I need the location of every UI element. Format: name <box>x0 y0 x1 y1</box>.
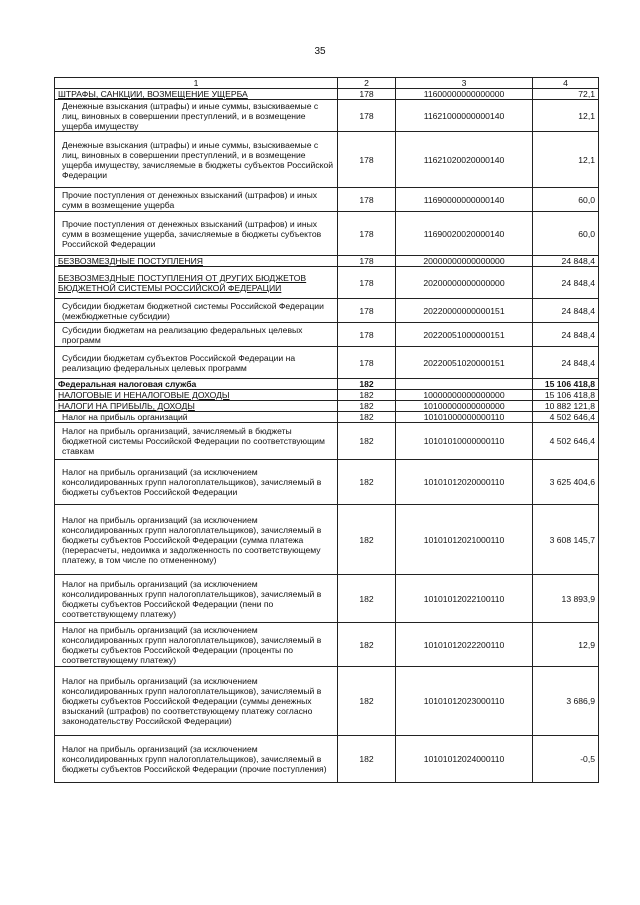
header-row <box>55 78 599 89</box>
header-col-name: 1 <box>55 78 338 89</box>
table-row <box>55 188 599 212</box>
row-amount: 12,1 <box>533 132 599 188</box>
row-budget-code <box>396 379 533 390</box>
row-name: Налог на прибыль организаций (за исключением консолидированных групп налогоплательщиков), зачисляемый в бюджеты субъектов Российской Федерации (пени по соответствующему платежу) <box>62 578 322 619</box>
row-admin-code: 178 <box>338 299 396 323</box>
row-name: Налог на прибыль организаций (за исключением консолидированных групп налогоплательщиков), зачисляемый в бюджеты субъектов Российской Федерации (прочие поступления) <box>62 744 327 774</box>
row-admin-code: 182 <box>338 401 396 412</box>
row-name-cell <box>55 623 338 667</box>
row-name: Федеральная налоговая служба <box>58 379 197 389</box>
row-admin-code: 182 <box>338 667 396 736</box>
row-budget-code: 10000000000000000 <box>396 390 533 401</box>
row-name: Налог на прибыль организаций (за исключением консолидированных групп налогоплательщиков), зачисляемый в бюджеты субъектов Российской Федерации (проценты по соответствующему платежу) <box>62 624 322 665</box>
row-admin-code: 178 <box>338 323 396 347</box>
row-name-cell <box>55 212 338 256</box>
row-admin-code: 178 <box>338 100 396 132</box>
row-amount: 4 502 646,4 <box>533 423 599 460</box>
row-budget-code: 10101012024000110 <box>396 736 533 783</box>
table-row <box>55 423 599 460</box>
row-amount: 60,0 <box>533 188 599 212</box>
row-budget-code: 10101012023000110 <box>396 667 533 736</box>
table-row <box>55 623 599 667</box>
table-body <box>55 89 599 783</box>
row-name: БЕЗВОЗМЕЗДНЫЕ ПОСТУПЛЕНИЯ <box>58 256 203 266</box>
row-name: Налог на прибыль организаций (за исключением консолидированных групп налогоплательщиков), зачисляемый в бюджеты субъектов Российской Федерации (сумма платежа (перерасчеты, недоимка и задолженность по соответствующему платежу, в том числе по отмененному) <box>62 514 322 565</box>
table-row <box>55 299 599 323</box>
row-name-cell <box>55 89 338 100</box>
row-name-cell <box>55 267 338 299</box>
row-admin-code: 178 <box>338 89 396 100</box>
row-name: Налог на прибыль организаций (за исключением консолидированных групп налогоплательщиков), зачисляемый в бюджеты субъектов Российской Федерации <box>62 467 322 497</box>
row-name-cell <box>55 667 338 736</box>
row-budget-code: 10101010000000110 <box>396 423 533 460</box>
row-name: НАЛОГИ НА ПРИБЫЛЬ, ДОХОДЫ <box>58 401 195 411</box>
row-budget-code: 20220051000000151 <box>396 323 533 347</box>
row-admin-code: 182 <box>338 379 396 390</box>
row-admin-code: 182 <box>338 736 396 783</box>
row-name: ШТРАФЫ, САНКЦИИ, ВОЗМЕЩЕНИЕ УЩЕРБА <box>58 89 248 99</box>
row-amount: 24 848,4 <box>533 256 599 267</box>
row-name: Прочие поступления от денежных взысканий (штрафов) и иных сумм в возмещение ущерба, зачисляемые в бюджеты субъектов Российской Федерации <box>62 218 322 249</box>
table-header <box>55 78 599 89</box>
row-name: Прочие поступления от денежных взысканий (штрафов) и иных сумм в возмещение ущерба <box>62 189 318 210</box>
row-amount: 15 106 418,8 <box>533 390 599 401</box>
table-row <box>55 667 599 736</box>
row-name-cell <box>55 505 338 575</box>
row-admin-code: 182 <box>338 423 396 460</box>
row-name-cell <box>55 347 338 379</box>
table-row <box>55 89 599 100</box>
row-budget-code: 10101012022200110 <box>396 623 533 667</box>
table-row <box>55 256 599 267</box>
row-amount: 3 686,9 <box>533 667 599 736</box>
row-admin-code: 182 <box>338 460 396 505</box>
row-budget-code: 11690020020000140 <box>396 212 533 256</box>
row-name: Налог на прибыль организаций (за исключением консолидированных групп налогоплательщиков), зачисляемый в бюджеты субъектов Российской Федерации (суммы денежных взысканий (штрафов) по соответствующему платежу согласно законодательству Российской Федерации) <box>62 676 322 726</box>
row-name: Налог на прибыль организаций <box>62 412 188 422</box>
row-admin-code: 182 <box>338 412 396 423</box>
row-admin-code: 178 <box>338 132 396 188</box>
row-budget-code: 11600000000000000 <box>396 89 533 100</box>
row-name-cell <box>55 188 338 212</box>
row-admin-code: 178 <box>338 267 396 299</box>
table-row <box>55 412 599 423</box>
row-name-cell <box>55 379 338 390</box>
row-amount: 24 848,4 <box>533 299 599 323</box>
header-col-code: 3 <box>396 78 533 89</box>
row-name: НАЛОГОВЫЕ И НЕНАЛОГОВЫЕ ДОХОДЫ <box>58 390 230 400</box>
table-row <box>55 401 599 412</box>
row-name-cell <box>55 575 338 623</box>
row-amount: 72,1 <box>533 89 599 100</box>
row-budget-code: 10101012022100110 <box>396 575 533 623</box>
row-admin-code: 178 <box>338 188 396 212</box>
table-row <box>55 323 599 347</box>
row-budget-code: 20000000000000000 <box>396 256 533 267</box>
row-amount: 12,9 <box>533 623 599 667</box>
table-row <box>55 379 599 390</box>
row-name-cell <box>55 323 338 347</box>
row-amount: 24 848,4 <box>533 323 599 347</box>
revenue-table <box>54 77 599 783</box>
row-name-cell <box>55 132 338 188</box>
row-amount: -0,5 <box>533 736 599 783</box>
table-row <box>55 267 599 299</box>
row-amount: 10 882 121,8 <box>533 401 599 412</box>
row-admin-code: 182 <box>338 390 396 401</box>
row-budget-code: 11621020020000140 <box>396 132 533 188</box>
table-row <box>55 575 599 623</box>
table-row <box>55 460 599 505</box>
header-col-admin: 2 <box>338 78 396 89</box>
row-name: Денежные взыскания (штрафы) и иные суммы, взыскиваемые с лиц, виновных в совершении преступлений, и в возмещение ущерба имуществу, зачисляемые в бюджеты субъектов Российской Федерации <box>62 139 334 180</box>
table-row <box>55 347 599 379</box>
row-name-cell <box>55 100 338 132</box>
row-budget-code: 11621000000000140 <box>396 100 533 132</box>
table-row <box>55 736 599 783</box>
row-name: Субсидии бюджетам бюджетной системы Российской Федерации (межбюджетные субсидии) <box>62 300 324 321</box>
row-amount: 3 625 404,6 <box>533 460 599 505</box>
row-name-cell <box>55 390 338 401</box>
row-name-cell <box>55 460 338 505</box>
row-admin-code: 182 <box>338 505 396 575</box>
row-budget-code: 10101012021000110 <box>396 505 533 575</box>
row-name-cell <box>55 423 338 460</box>
row-budget-code: 20220000000000151 <box>396 299 533 323</box>
row-name-cell <box>55 401 338 412</box>
row-name-cell <box>55 299 338 323</box>
row-budget-code: 10101012020000110 <box>396 460 533 505</box>
row-amount: 24 848,4 <box>533 267 599 299</box>
header-col-amount: 4 <box>533 78 599 89</box>
row-amount: 4 502 646,4 <box>533 412 599 423</box>
row-budget-code: 10101000000000110 <box>396 412 533 423</box>
row-name-cell <box>55 736 338 783</box>
row-name-cell <box>55 256 338 267</box>
table-row <box>55 390 599 401</box>
row-name: Субсидии бюджетам субъектов Российской Федерации на реализацию федеральных целевых программ <box>62 352 296 373</box>
row-amount: 60,0 <box>533 212 599 256</box>
row-name-cell <box>55 412 338 423</box>
row-budget-code: 20220051020000151 <box>396 347 533 379</box>
row-budget-code: 20200000000000000 <box>396 267 533 299</box>
row-budget-code: 10100000000000000 <box>396 401 533 412</box>
table-row <box>55 132 599 188</box>
row-amount: 12,1 <box>533 100 599 132</box>
row-admin-code: 178 <box>338 256 396 267</box>
row-name: Субсидии бюджетам на реализацию федеральных целевых программ <box>62 324 303 345</box>
table-row <box>55 212 599 256</box>
row-admin-code: 178 <box>338 347 396 379</box>
table-row <box>55 505 599 575</box>
row-amount: 13 893,9 <box>533 575 599 623</box>
row-name: Налог на прибыль организаций, зачисляемый в бюджеты бюджетной системы Российской Федерации по соответствующим ставкам <box>62 426 325 456</box>
row-admin-code: 182 <box>338 623 396 667</box>
table-row <box>55 100 599 132</box>
row-admin-code: 182 <box>338 575 396 623</box>
row-amount: 24 848,4 <box>533 347 599 379</box>
row-budget-code: 11690000000000140 <box>396 188 533 212</box>
page-number: 35 <box>314 46 326 57</box>
row-name: БЕЗВОЗМЕЗДНЫЕ ПОСТУПЛЕНИЯ ОТ ДРУГИХ БЮДЖЕТОВ БЮДЖЕТНОЙ СИСТЕМЫ РОССИЙСКОЙ ФЕДЕРАЦИИ <box>58 272 307 293</box>
row-amount: 3 608 145,7 <box>533 505 599 575</box>
row-name: Денежные взыскания (штрафы) и иные суммы, взыскиваемые с лиц, виновных в совершении преступлений, и в возмещение ущерба имуществу <box>62 100 319 131</box>
row-admin-code: 178 <box>338 212 396 256</box>
row-amount: 15 106 418,8 <box>533 379 599 390</box>
